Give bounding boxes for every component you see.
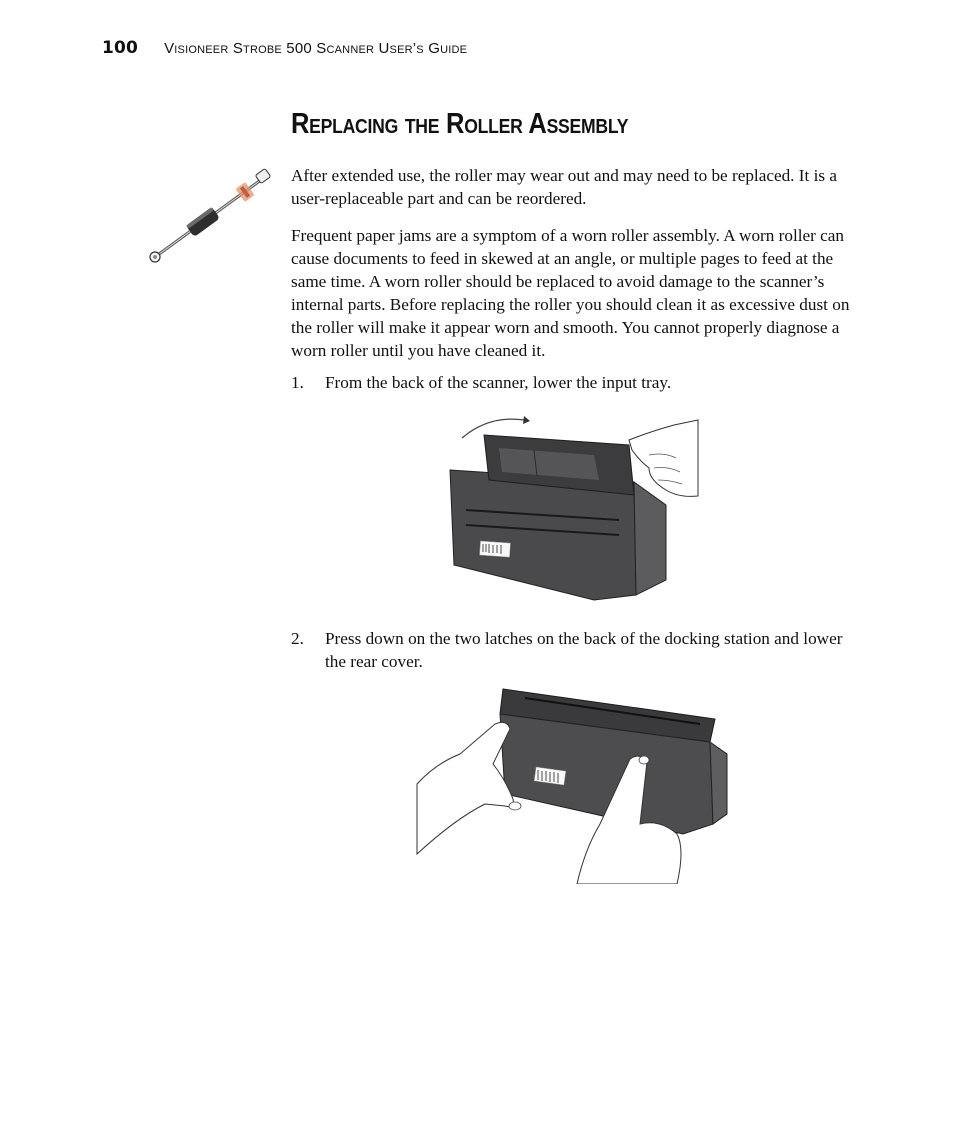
page-header [102,38,467,68]
left-hand-outline [417,722,513,854]
page-number: 100 [102,38,139,58]
hand-outline [629,420,698,496]
running-title: Visioneer Strobe 500 Scanner User’s Guide [164,40,468,57]
step-1 [291,371,856,394]
left-fingernail [509,802,521,810]
scanner-side [634,482,666,595]
barcode-label [480,541,511,557]
step-text: Press down on the two latches on the back of the docking station and lower the rear cover. [325,629,843,671]
section-title: Replacing the Roller Assembly [291,108,629,140]
right-fingernail [639,756,649,764]
scanner-lower-input-tray-illustration [444,410,700,602]
scanner-side [710,742,727,824]
press-latches-illustration [415,684,730,884]
roller-assembly-illustration [145,165,275,265]
step-number: 1. [291,373,304,392]
roller-body [186,207,220,237]
step-2 [291,627,856,673]
arrow-head [523,416,530,424]
paragraph-symptoms: Frequent paper jams are a symptom of a worn roller assembly. A worn roller can cause documents to feed in skewed at an angle, or multiple pages to feed at the same time. A worn roller should be replaced to avoid damage to the scanner’s internal parts. Before replacing the roller you should clean it as excessive dust on the roller will make it appear worn and smooth. You cannot properly diagnose a worn roller until you have cleaned it. [291,226,850,360]
step-text: From the back of the scanner, lower the input tray. [325,373,672,392]
paragraph-intro: After extended use, the roller may wear out and may need to be replaced. It is a user-replaceable part and can be reordered. [291,166,837,208]
step-number: 2. [291,629,304,648]
roller-end-left [150,252,160,262]
